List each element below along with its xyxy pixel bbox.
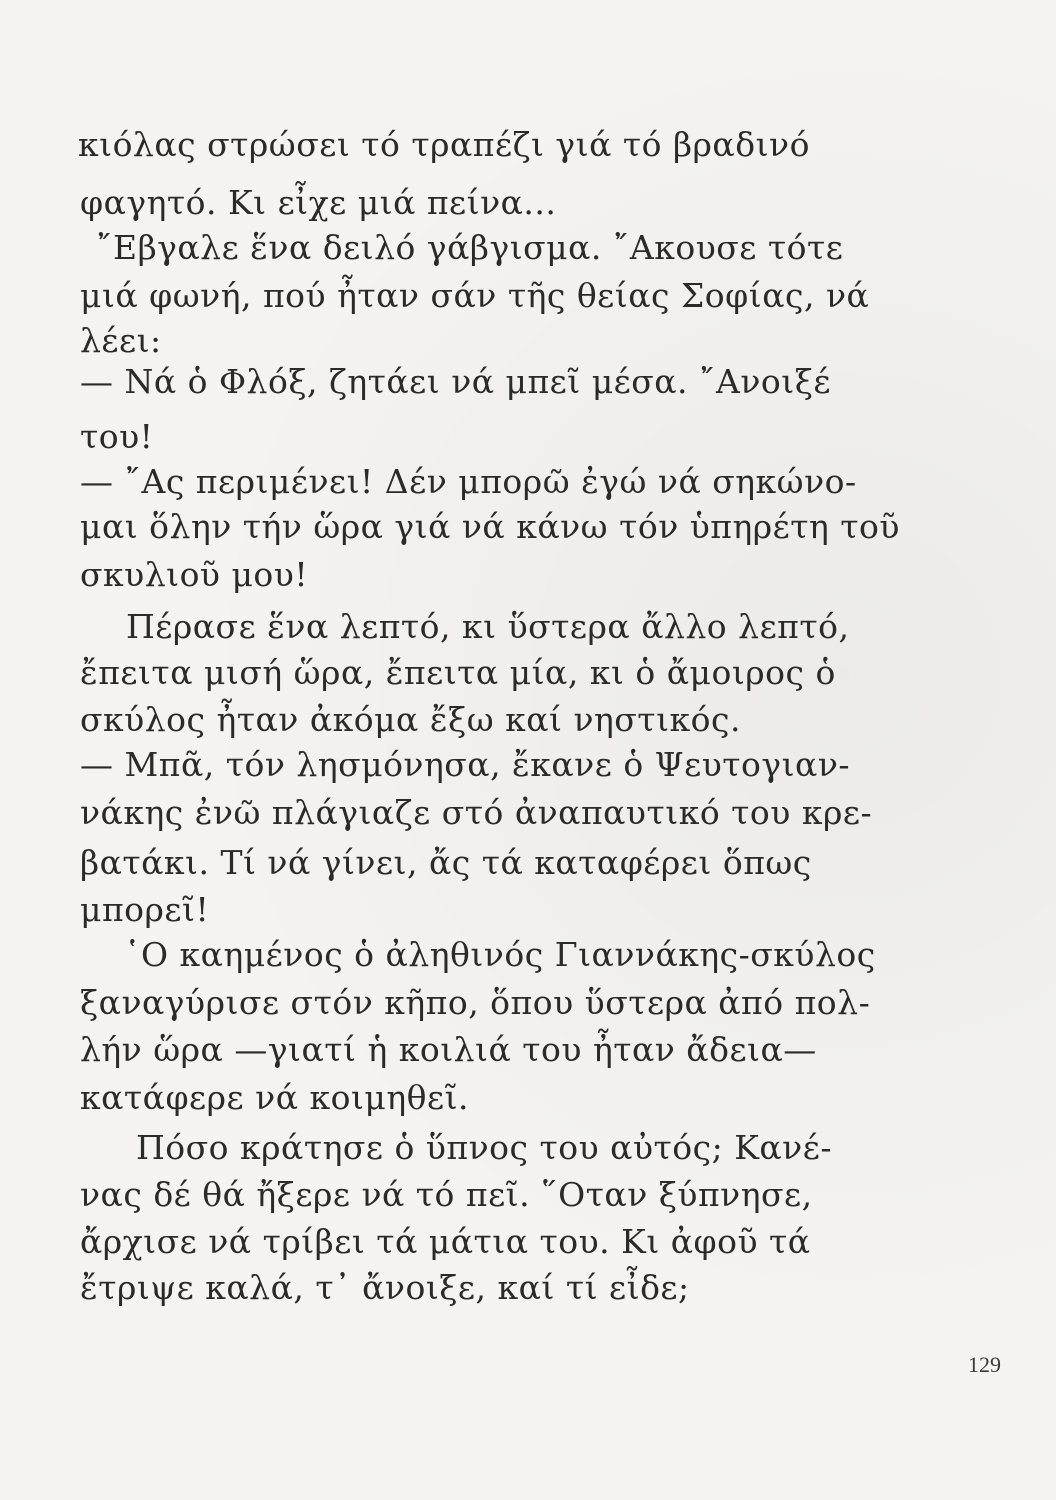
text-line: νας δέ θά ἤξερε νά τό πεῖ. ῞Οταν ξύπνησε, (80, 1175, 813, 1214)
text-line: ἔτριψε καλά, τ᾽ ἄνοιξε, καί τί εἶδε; (80, 1268, 690, 1307)
text-line: ἄρχισε νά τρίβει τά μάτια του. Κι ἀφοῦ τά (80, 1222, 811, 1261)
text-line: κιόλας στρώσει τό τραπέζι γιά τό βραδινό (78, 125, 810, 164)
text-line: Πέρασε ἕνα λεπτό, κι ὕστερα ἄλλο λεπτό, (126, 607, 850, 646)
text-line: ῎Εβγαλε ἕνα δειλό γάβγισμα. ῎Ακουσε τότε (96, 228, 844, 267)
text-line: ἔπειτα μισή ὥρα, ἔπειτα μία, κι ὁ ἄμοιρος ὁ (80, 653, 836, 692)
text-line: — Νά ὁ Φλόξ, ζητάει νά μπεῖ μέσα. ῎Ανοιξέ (80, 362, 832, 401)
text-line: μπορεῖ! (80, 890, 210, 929)
page-number: 129 (968, 1352, 1001, 1377)
text-line: ξαναγύρισε στόν κῆπο, ὅπου ὕστερα ἀπό πολ- (80, 983, 871, 1022)
text-line: ῾Ο καημένος ὁ ἀληθινός Γιαννάκης-σκύλος (124, 935, 876, 974)
text-line: λέει: (80, 321, 162, 360)
text-line: νάκης ἐνῶ πλάγιαζε στό ἀναπαυτικό του κρε- (80, 793, 873, 832)
text-line: μαι ὅλην τήν ὥρα γιά νά κάνω τόν ὑπηρέτη τοῦ (80, 507, 900, 546)
text-line: φαγητό. Κι εἶχε μιά πείνα... (80, 183, 557, 222)
text-line: του! (80, 417, 154, 456)
text-line: βατάκι. Τί νά γίνει, ἄς τά καταφέρει ὅπως (80, 843, 812, 882)
text-line: — Μπᾶ, τόν λησμόνησα, ἔκανε ὁ Ψευτογιαν- (80, 745, 851, 784)
text-line: Πόσο κράτησε ὁ ὕπνος του αὐτός; Κανέ- (136, 1128, 832, 1167)
text-line: κατάφερε νά κοιμηθεῖ. (80, 1078, 470, 1117)
text-line: σκύλος ἦταν ἀκόμα ἔξω καί νηστικός. (80, 700, 741, 739)
text-line: σκυλιοῦ μου! (80, 555, 309, 594)
text-line: λήν ὥρα —γιατί ἡ κοιλιά του ἦταν ἄδεια— (80, 1030, 817, 1069)
text-line: μιά φωνή, πού ἦταν σάν τῆς θείας Σοφίας, νά (80, 276, 870, 315)
text-line: — ῎Ας περιμένει! Δέν μπορῶ ἐγώ νά σηκώνο- (80, 462, 857, 501)
